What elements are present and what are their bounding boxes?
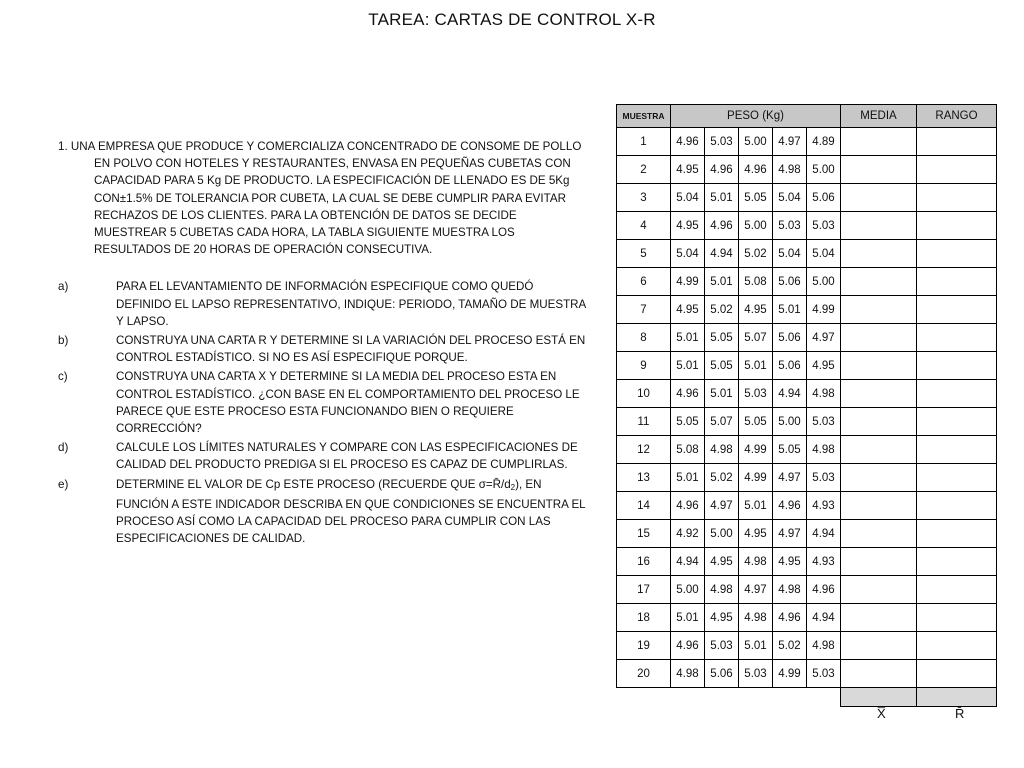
table-row — [617, 296, 997, 324]
mean-cell[interactable] — [841, 240, 917, 268]
weight-cell: 5.08 — [671, 436, 705, 464]
mean-cell[interactable] — [841, 268, 917, 296]
mean-cell[interactable] — [841, 520, 917, 548]
question-text: CONSTRUYA UNA CARTA X Y DETERMINE SI LA MEDIA DEL PROCESO ESTA EN CONTROL ESTADÍSTICO. ¿CON BASE EN EL COMPORTAMIENTO DEL PROCESO LE PARECE QUE ESTE PROCESO ESTA FUNCIONANDO BIEN O REQUIERE CORRECCIÓN? — [116, 370, 580, 436]
weight-cell: 5.02 — [773, 632, 807, 660]
weight-cell: 4.97 — [705, 492, 739, 520]
weights-table — [616, 104, 997, 707]
weight-cell: 5.05 — [739, 184, 773, 212]
question-text-part: DETERMINE EL VALOR DE Cp ESTE PROCESO (RECUERDE QUE σ=R̄/d — [116, 477, 511, 491]
range-cell[interactable] — [917, 576, 997, 604]
sample-number: 4 — [617, 212, 671, 240]
table-row — [617, 576, 997, 604]
range-cell[interactable] — [917, 268, 997, 296]
weight-cell: 5.00 — [739, 212, 773, 240]
question-item — [58, 368, 588, 437]
weight-cell: 4.95 — [705, 548, 739, 576]
weight-cell: 5.05 — [773, 436, 807, 464]
table-row — [617, 184, 997, 212]
weight-cell: 5.00 — [807, 268, 841, 296]
table-row — [617, 352, 997, 380]
weight-cell: 5.00 — [705, 520, 739, 548]
mean-cell[interactable] — [841, 156, 917, 184]
weight-cell: 5.04 — [671, 240, 705, 268]
range-cell[interactable] — [917, 632, 997, 660]
sample-number: 5 — [617, 240, 671, 268]
weight-cell: 4.96 — [671, 632, 705, 660]
weight-cell: 5.01 — [671, 352, 705, 380]
question-text: CONSTRUYA UNA CARTA R Y DETERMINE SI LA VARIACIÓN DEL PROCESO ESTÁ EN CONTROL ESTADÍSTICO. SI NO ES ASÍ ESPECIFIQUE PORQUE. — [116, 334, 586, 365]
weight-cell: 4.97 — [807, 324, 841, 352]
page-title: TAREA: CARTAS DE CONTROL X-R — [368, 10, 656, 29]
weight-cell: 4.99 — [739, 464, 773, 492]
table-row — [617, 156, 997, 184]
mean-cell[interactable] — [841, 212, 917, 240]
weight-cell: 5.03 — [739, 660, 773, 688]
sample-number: 6 — [617, 268, 671, 296]
weight-cell: 4.94 — [807, 604, 841, 632]
mean-range-label: R̄ — [955, 706, 965, 721]
table-row — [617, 660, 997, 688]
question-item — [58, 439, 588, 473]
weight-cell: 4.98 — [807, 380, 841, 408]
weight-cell: 5.05 — [739, 408, 773, 436]
table-row — [617, 128, 997, 156]
mean-cell[interactable] — [841, 408, 917, 436]
weight-cell: 4.96 — [671, 128, 705, 156]
weight-cell: 4.96 — [705, 212, 739, 240]
weight-cell: 4.98 — [739, 604, 773, 632]
weight-cell: 5.07 — [739, 324, 773, 352]
weight-cell: 4.98 — [739, 548, 773, 576]
table-row — [617, 380, 997, 408]
weight-cell: 5.01 — [705, 184, 739, 212]
sample-number: 12 — [617, 436, 671, 464]
table-row — [617, 632, 997, 660]
weight-cell: 5.04 — [671, 184, 705, 212]
sample-number: 7 — [617, 296, 671, 324]
weight-cell: 4.97 — [773, 520, 807, 548]
weight-cell: 5.01 — [773, 296, 807, 324]
weight-cell: 5.01 — [705, 268, 739, 296]
weight-cell: 5.01 — [739, 632, 773, 660]
weight-cell: 5.01 — [671, 324, 705, 352]
weight-cell: 4.92 — [671, 520, 705, 548]
weight-cell: 5.02 — [705, 296, 739, 324]
weight-cell: 4.99 — [807, 296, 841, 324]
range-cell[interactable] — [917, 548, 997, 576]
grand-mean-label: X̿ — [877, 706, 886, 721]
weight-cell: 5.01 — [705, 380, 739, 408]
sample-number: 17 — [617, 576, 671, 604]
weight-cell: 5.06 — [705, 660, 739, 688]
weight-cell: 4.99 — [739, 436, 773, 464]
table-row — [617, 324, 997, 352]
weight-cell: 4.96 — [671, 380, 705, 408]
weight-cell: 4.95 — [739, 520, 773, 548]
weight-cell: 5.01 — [671, 464, 705, 492]
header-muestra: MUESTRA — [617, 105, 671, 128]
weight-cell: 5.03 — [807, 408, 841, 436]
weight-cell: 5.03 — [739, 380, 773, 408]
header-rango: RANGO — [917, 105, 997, 128]
weight-cell: 4.95 — [807, 352, 841, 380]
sample-number: 2 — [617, 156, 671, 184]
mean-cell[interactable] — [841, 436, 917, 464]
table-row — [617, 240, 997, 268]
table-row — [617, 604, 997, 632]
mean-cell[interactable] — [841, 324, 917, 352]
weight-cell: 4.95 — [671, 296, 705, 324]
question-list — [58, 278, 588, 547]
range-cell[interactable] — [917, 156, 997, 184]
range-cell[interactable] — [917, 380, 997, 408]
table-row — [617, 212, 997, 240]
table-row — [617, 548, 997, 576]
range-cell[interactable] — [917, 212, 997, 240]
weight-cell: 5.05 — [705, 352, 739, 380]
question-text-part: ), EN FUNCIÓN A ESTE INDICADOR DESCRIBA EN QUE CONDICIONES SE ENCUENTRA EL PROCESO ASÍ COMO LA CAPACIDAD DEL PROCESO PARA CUMPLIR CON LAS ESPECIFICACIONES DE CALIDAD. — [116, 477, 586, 546]
weight-cell: 5.07 — [705, 408, 739, 436]
weight-cell: 4.96 — [671, 492, 705, 520]
weight-cell: 5.05 — [671, 408, 705, 436]
table-row — [617, 464, 997, 492]
weight-cell: 5.08 — [739, 268, 773, 296]
mean-cell[interactable] — [841, 184, 917, 212]
question-label: d) — [58, 441, 69, 455]
weight-cell: 4.98 — [807, 436, 841, 464]
table-row — [617, 268, 997, 296]
question-label: a) — [58, 280, 69, 294]
weight-cell: 5.03 — [807, 212, 841, 240]
grand-mean-cell[interactable] — [841, 688, 917, 707]
mean-cell[interactable] — [841, 296, 917, 324]
question-text — [116, 476, 588, 548]
weight-cell: 5.01 — [739, 352, 773, 380]
question-item — [58, 476, 588, 548]
sample-number: 16 — [617, 548, 671, 576]
weight-cell: 4.96 — [705, 156, 739, 184]
sample-number: 19 — [617, 632, 671, 660]
weight-cell: 4.98 — [705, 436, 739, 464]
weight-cell: 5.06 — [807, 184, 841, 212]
table-row — [617, 408, 997, 436]
problem-statement — [58, 138, 588, 549]
weight-cell: 5.00 — [671, 576, 705, 604]
header-media: MEDIA — [841, 105, 917, 128]
totals-spacer — [617, 688, 841, 707]
weight-cell: 4.96 — [739, 156, 773, 184]
mean-cell[interactable] — [841, 492, 917, 520]
mean-cell[interactable] — [841, 380, 917, 408]
weight-cell: 5.04 — [807, 240, 841, 268]
weight-cell: 4.95 — [705, 604, 739, 632]
mean-range-cell[interactable] — [917, 688, 997, 707]
weight-cell: 4.96 — [773, 604, 807, 632]
question-label: c) — [58, 370, 68, 384]
mean-cell[interactable] — [841, 352, 917, 380]
weight-cell: 4.98 — [807, 632, 841, 660]
weight-cell: 4.94 — [705, 240, 739, 268]
weight-cell: 5.06 — [773, 352, 807, 380]
weight-cell: 4.97 — [739, 576, 773, 604]
totals-row — [617, 688, 997, 707]
weight-cell: 4.97 — [773, 128, 807, 156]
range-cell[interactable] — [917, 464, 997, 492]
problem-intro: 1. UNA EMPRESA QUE PRODUCE Y COMERCIALIZA CONCENTRADO DE CONSOME DE POLLO EN POLVO CON HOTELES Y RESTAURANTES, ENVASA EN PEQUEÑAS CUBETAS CON CAPACIDAD PARA 5 Kg DE PRODUCTO. LA ESPECIFICACIÓN DE LLENADO ES DE 5Kg CON±1.5% DE TOLERANCIA POR CUBETA, LA CUAL SE DEBE CUMPLIR PARA EVITAR RECHAZOS DE LOS CLIENTES. PARA LA OBTENCIÓN DE DATOS SE DECIDE MUESTREAR 5 CUBETAS CADA HORA, LA TABLA SIGUIENTE MUESTRA LOS RESULTADOS DE 20 HORAS DE OPERACIÓN CONSECUTIVA. — [58, 140, 582, 257]
range-cell[interactable] — [917, 436, 997, 464]
header-peso: PESO (Kg) — [671, 105, 841, 128]
weight-cell: 4.89 — [807, 128, 841, 156]
question-label: b) — [58, 334, 69, 348]
subscript: 2 — [510, 482, 516, 492]
sample-number: 11 — [617, 408, 671, 436]
weight-cell: 4.98 — [671, 660, 705, 688]
weight-cell: 4.95 — [739, 296, 773, 324]
mean-cell[interactable] — [841, 548, 917, 576]
weight-cell: 4.95 — [671, 156, 705, 184]
range-cell[interactable] — [917, 660, 997, 688]
sample-number: 1 — [617, 128, 671, 156]
range-cell[interactable] — [917, 352, 997, 380]
sample-number: 8 — [617, 324, 671, 352]
weight-cell: 5.01 — [739, 492, 773, 520]
mean-cell[interactable] — [841, 604, 917, 632]
weight-cell: 4.96 — [773, 492, 807, 520]
weight-cell: 5.03 — [705, 128, 739, 156]
weight-cell: 5.04 — [773, 240, 807, 268]
weight-cell: 4.97 — [773, 464, 807, 492]
weight-cell: 5.03 — [705, 632, 739, 660]
table-row — [617, 436, 997, 464]
weight-cell: 5.00 — [739, 128, 773, 156]
weight-cell: 4.96 — [807, 576, 841, 604]
question-label: e) — [58, 477, 69, 491]
weight-cell: 4.94 — [671, 548, 705, 576]
weight-cell: 5.06 — [773, 268, 807, 296]
question-text: CALCULE LOS LÍMITES NATURALES Y COMPARE CON LAS ESPECIFICACIONES DE CALIDAD DEL PRODUCTO PREDIGA SI EL PROCESO ES CAPAZ DE CUMPLIRLAS. — [116, 441, 578, 472]
weight-cell: 4.98 — [705, 576, 739, 604]
weight-cell: 5.01 — [671, 604, 705, 632]
range-cell[interactable] — [917, 604, 997, 632]
weight-cell: 4.99 — [773, 660, 807, 688]
weight-cell: 4.93 — [807, 548, 841, 576]
weight-cell: 5.05 — [705, 324, 739, 352]
sample-number: 14 — [617, 492, 671, 520]
weight-cell: 5.03 — [807, 464, 841, 492]
range-cell[interactable] — [917, 324, 997, 352]
weight-cell: 5.02 — [705, 464, 739, 492]
range-cell[interactable] — [917, 520, 997, 548]
sample-number: 3 — [617, 184, 671, 212]
question-item — [58, 332, 588, 366]
mean-cell[interactable] — [841, 464, 917, 492]
sample-number: 15 — [617, 520, 671, 548]
weight-cell: 4.95 — [773, 548, 807, 576]
weight-cell: 4.95 — [671, 212, 705, 240]
mean-cell[interactable] — [841, 128, 917, 156]
weight-cell: 5.04 — [773, 184, 807, 212]
sample-number: 10 — [617, 380, 671, 408]
sample-number: 9 — [617, 352, 671, 380]
mean-cell[interactable] — [841, 632, 917, 660]
range-cell[interactable] — [917, 128, 997, 156]
weight-cell: 5.06 — [773, 324, 807, 352]
weight-cell: 4.98 — [773, 156, 807, 184]
weight-cell: 4.94 — [807, 520, 841, 548]
sample-number: 18 — [617, 604, 671, 632]
range-cell[interactable] — [917, 492, 997, 520]
weight-cell: 5.00 — [807, 156, 841, 184]
weight-cell: 5.02 — [739, 240, 773, 268]
mean-cell[interactable] — [841, 576, 917, 604]
mean-cell[interactable] — [841, 660, 917, 688]
range-cell[interactable] — [917, 240, 997, 268]
range-cell[interactable] — [917, 184, 997, 212]
sample-number: 20 — [617, 660, 671, 688]
weight-cell: 5.03 — [773, 212, 807, 240]
question-text: PARA EL LEVANTAMIENTO DE INFORMACIÓN ESPECIFIQUE COMO QUEDÓ DEFINIDO EL LAPSO REPRESENTATIVO, INDIQUE: PERIODO, TAMAÑO DE MUESTRA Y LAPSO. — [116, 280, 586, 328]
sample-number: 13 — [617, 464, 671, 492]
range-cell[interactable] — [917, 408, 997, 436]
weight-cell: 4.93 — [807, 492, 841, 520]
weight-cell: 5.03 — [807, 660, 841, 688]
weight-cell: 4.98 — [773, 576, 807, 604]
question-item — [58, 278, 588, 330]
table-row — [617, 492, 997, 520]
weight-cell: 4.99 — [671, 268, 705, 296]
table-row — [617, 520, 997, 548]
weight-cell: 4.94 — [773, 380, 807, 408]
range-cell[interactable] — [917, 296, 997, 324]
weight-cell: 5.00 — [773, 408, 807, 436]
